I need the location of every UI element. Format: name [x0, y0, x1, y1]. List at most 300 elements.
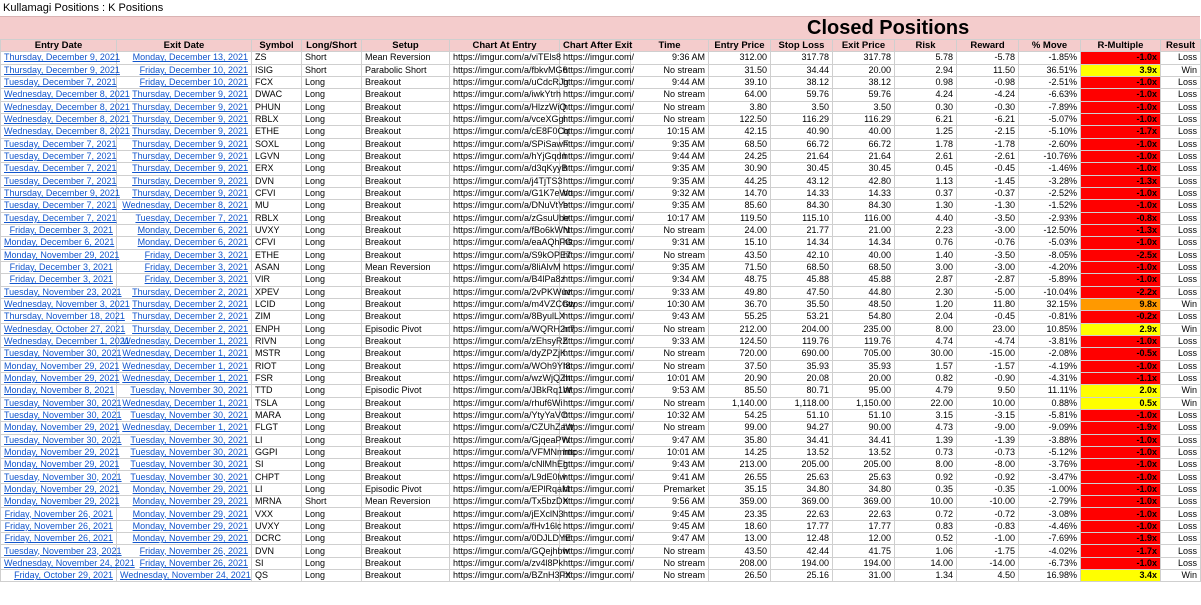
- cell-entry-date[interactable]: Wednesday, November 24, 2021: [1, 557, 117, 569]
- cell-chart-after-exit[interactable]: https://imgur.com/: [560, 101, 631, 113]
- cell-entry-date[interactable]: Tuesday, December 7, 2021: [1, 212, 117, 224]
- cell-r-multiple: -1.0x: [1081, 150, 1161, 162]
- cell-chart-at-entry[interactable]: https://imgur.com/a/WQRH2n7: [450, 323, 560, 335]
- cell-setup: Episodic Pivot: [362, 483, 450, 495]
- cell-chart-at-entry[interactable]: https://imgur.com/a/jEXclN3: [450, 508, 560, 520]
- cell-chart-after-exit[interactable]: https://imgur.com/: [560, 520, 631, 532]
- cell-chart-at-entry[interactable]: https://imgur.com/a/uCdcRJg: [450, 76, 560, 88]
- cell-symbol: MU: [252, 200, 302, 212]
- cell-chart-at-entry[interactable]: https://imgur.com/a/rhuf6Wi: [450, 397, 560, 409]
- cell-reward: -0.37: [957, 187, 1019, 199]
- cell-stop-loss: 1,118.00: [771, 397, 833, 409]
- cell-result: Loss: [1161, 459, 1201, 471]
- cell-entry-date[interactable]: Monday, November 29, 2021: [1, 360, 117, 372]
- cell-entry-date[interactable]: Tuesday, December 7, 2021: [1, 138, 117, 150]
- cell-exit-price: 194.00: [833, 557, 895, 569]
- cell-entry-date[interactable]: Tuesday, November 30, 2021: [1, 409, 117, 421]
- cell-entry-date[interactable]: Wednesday, December 1, 2021: [1, 335, 117, 347]
- cell-entry-date[interactable]: Friday, December 3, 2021: [1, 261, 117, 273]
- cell-chart-after-exit[interactable]: https://imgur.com/: [560, 459, 631, 471]
- column-header-r-multiple[interactable]: R-Multiple: [1081, 40, 1161, 52]
- cell-entry-date[interactable]: Monday, November 29, 2021: [1, 422, 117, 434]
- cell-exit-date[interactable]: Monday, November 29, 2021: [117, 533, 252, 545]
- cell-long-short: Long: [302, 348, 362, 360]
- cell-stop-loss: 17.77: [771, 520, 833, 532]
- cell-entry-date[interactable]: Thursday, December 9, 2021: [1, 52, 117, 64]
- cell-chart-after-exit[interactable]: https://imgur.com/: [560, 434, 631, 446]
- cell-reward: -3.50: [957, 212, 1019, 224]
- cell-exit-date[interactable]: Wednesday, December 1, 2021: [117, 360, 252, 372]
- cell-chart-after-exit[interactable]: https://imgur.com/: [560, 311, 631, 323]
- cell-exit-date[interactable]: Tuesday, November 30, 2021: [117, 434, 252, 446]
- cell-chart-at-entry[interactable]: https://imgur.com/a/vceXGgi: [450, 113, 560, 125]
- cell-setup: Breakout: [362, 471, 450, 483]
- cell-setup: Breakout: [362, 348, 450, 360]
- cell-result: Loss: [1161, 508, 1201, 520]
- cell-chart-after-exit[interactable]: https://imgur.com/: [560, 138, 631, 150]
- cell-exit-date[interactable]: Thursday, December 9, 2021: [117, 89, 252, 101]
- cell-time: 9:53 AM: [631, 385, 709, 397]
- cell-symbol: MARA: [252, 409, 302, 421]
- cell-setup: Episodic Pivot: [362, 385, 450, 397]
- cell-entry-date[interactable]: Thursday, December 9, 2021: [1, 187, 117, 199]
- cell-chart-after-exit[interactable]: https://imgur.com/: [560, 286, 631, 298]
- cell-symbol: VXX: [252, 508, 302, 520]
- cell-exit-price: 41.75: [833, 545, 895, 557]
- cell-long-short: Long: [302, 520, 362, 532]
- cell-time: 9:33 AM: [631, 335, 709, 347]
- cell-exit-date[interactable]: Monday, November 29, 2021: [117, 496, 252, 508]
- cell-exit-price: 317.78: [833, 52, 895, 64]
- cell-chart-at-entry[interactable]: https://imgur.com/a/m4VZCGw: [450, 298, 560, 310]
- cell-r-multiple: -1.0x: [1081, 101, 1161, 113]
- cell-entry-date[interactable]: Monday, November 29, 2021: [1, 249, 117, 261]
- cell-entry-date[interactable]: Wednesday, December 8, 2021: [1, 101, 117, 113]
- cell-exit-date[interactable]: Wednesday, December 1, 2021: [117, 397, 252, 409]
- cell-chart-after-exit[interactable]: https://imgur.com/: [560, 360, 631, 372]
- cell-entry-date[interactable]: Wednesday, October 27, 2021: [1, 323, 117, 335]
- cell-chart-at-entry[interactable]: https://imgur.com/a/zGsuUbe: [450, 212, 560, 224]
- column-header-exit-date[interactable]: Exit Date: [117, 40, 252, 52]
- table-row: [1, 64, 1201, 76]
- cell-chart-after-exit[interactable]: https://imgur.com/: [560, 150, 631, 162]
- cell-exit-date[interactable]: Monday, December 13, 2021: [117, 52, 252, 64]
- cell-chart-at-entry[interactable]: https://imgur.com/a/fHv16lc: [450, 520, 560, 532]
- cell-chart-after-exit[interactable]: https://imgur.com/: [560, 298, 631, 310]
- cell-chart-after-exit[interactable]: https://imgur.com/: [560, 323, 631, 335]
- cell-entry-date[interactable]: Tuesday, December 7, 2021: [1, 163, 117, 175]
- cell-chart-after-exit[interactable]: https://imgur.com/: [560, 508, 631, 520]
- cell-chart-after-exit[interactable]: https://imgur.com/: [560, 570, 631, 582]
- cell-exit-date[interactable]: Friday, November 26, 2021: [117, 557, 252, 569]
- cell-chart-after-exit[interactable]: https://imgur.com/: [560, 545, 631, 557]
- table-row: [1, 335, 1201, 347]
- cell-exit-date[interactable]: Monday, December 6, 2021: [117, 237, 252, 249]
- cell-entry-date[interactable]: Tuesday, November 30, 2021: [1, 434, 117, 446]
- cell-entry-date[interactable]: Tuesday, December 7, 2021: [1, 175, 117, 187]
- cell-exit-price: 14.33: [833, 187, 895, 199]
- cell-exit-date[interactable]: Monday, December 6, 2021: [117, 224, 252, 236]
- cell-chart-after-exit[interactable]: https://imgur.com/: [560, 52, 631, 64]
- cell-exit-date[interactable]: Tuesday, November 30, 2021: [117, 385, 252, 397]
- cell-chart-at-entry[interactable]: https://imgur.com/a/hYjGqdn: [450, 150, 560, 162]
- column-header-entry-date[interactable]: Entry Date: [1, 40, 117, 52]
- cell-chart-at-entry[interactable]: https://imgur.com/a/zv4l8Pk: [450, 557, 560, 569]
- cell-exit-date[interactable]: Tuesday, November 30, 2021: [117, 459, 252, 471]
- table-row: [1, 360, 1201, 372]
- cell-exit-date[interactable]: Friday, December 10, 2021: [117, 76, 252, 88]
- cell-entry-date[interactable]: Monday, November 29, 2021: [1, 496, 117, 508]
- column-header-result[interactable]: Result: [1161, 40, 1201, 52]
- cell-chart-at-entry[interactable]: https://imgur.com/a/GQejhbw: [450, 545, 560, 557]
- cell-entry-date[interactable]: Friday, November 26, 2021: [1, 508, 117, 520]
- table-row: [1, 237, 1201, 249]
- cell-result: Loss: [1161, 533, 1201, 545]
- cell-setup: Breakout: [362, 274, 450, 286]
- column-header-entry-price[interactable]: Entry Price: [709, 40, 771, 52]
- cell-pct-move: -2.93%: [1019, 212, 1081, 224]
- cell-entry-price: 49.80: [709, 286, 771, 298]
- cell-entry-price: 124.50: [709, 335, 771, 347]
- cell-chart-after-exit[interactable]: https://imgur.com/: [560, 335, 631, 347]
- cell-exit-price: 30.45: [833, 163, 895, 175]
- cell-symbol: TSLA: [252, 397, 302, 409]
- cell-stop-loss: 21.77: [771, 224, 833, 236]
- cell-stop-loss: 59.76: [771, 89, 833, 101]
- cell-setup: Breakout: [362, 298, 450, 310]
- cell-time: 10:30 AM: [631, 298, 709, 310]
- cell-chart-at-entry[interactable]: https://imgur.com/a/VFMNmmc: [450, 446, 560, 458]
- column-header-chart-after-exit[interactable]: Chart After Exit: [560, 40, 631, 52]
- cell-exit-date[interactable]: Wednesday, December 1, 2021: [117, 335, 252, 347]
- cell-chart-at-entry[interactable]: https://imgur.com/a/8liAlvM: [450, 261, 560, 273]
- cell-pct-move: -4.20%: [1019, 261, 1081, 273]
- cell-chart-at-entry[interactable]: https://imgur.com/a/WOh9YI8: [450, 360, 560, 372]
- column-header-long-short[interactable]: Long/Short: [302, 40, 362, 52]
- cell-exit-date[interactable]: Thursday, December 9, 2021: [117, 175, 252, 187]
- cell-entry-date[interactable]: Tuesday, December 7, 2021: [1, 150, 117, 162]
- cell-entry-date[interactable]: Tuesday, November 23, 2021: [1, 286, 117, 298]
- cell-chart-after-exit[interactable]: https://imgur.com/: [560, 496, 631, 508]
- cell-symbol: SI: [252, 459, 302, 471]
- cell-time: No stream: [631, 422, 709, 434]
- cell-chart-at-entry[interactable]: https://imgur.com/a/JBkRq1W: [450, 385, 560, 397]
- cell-entry-date[interactable]: Thursday, November 18, 2021: [1, 311, 117, 323]
- cell-exit-date[interactable]: Wednesday, December 1, 2021: [117, 348, 252, 360]
- cell-chart-after-exit[interactable]: https://imgur.com/: [560, 348, 631, 360]
- cell-exit-date[interactable]: Thursday, December 9, 2021: [117, 187, 252, 199]
- cell-exit-date[interactable]: Monday, November 29, 2021: [117, 520, 252, 532]
- cell-chart-at-entry[interactable]: https://imgur.com/a/cNlMhEg: [450, 459, 560, 471]
- cell-reward: -1.78: [957, 138, 1019, 150]
- cell-chart-after-exit[interactable]: https://imgur.com/: [560, 471, 631, 483]
- cell-pct-move: -2.79%: [1019, 496, 1081, 508]
- cell-exit-date[interactable]: Wednesday, November 24, 2021: [117, 570, 252, 582]
- cell-entry-date[interactable]: Friday, October 29, 2021: [1, 570, 117, 582]
- cell-risk: 2.23: [895, 224, 957, 236]
- cell-exit-date[interactable]: Wednesday, December 1, 2021: [117, 372, 252, 384]
- cell-entry-price: 122.50: [709, 113, 771, 125]
- column-header-time[interactable]: Time: [631, 40, 709, 52]
- cell-chart-at-entry[interactable]: https://imgur.com/a/EPlRqaM: [450, 483, 560, 495]
- cell-chart-after-exit[interactable]: https://imgur.com/: [560, 409, 631, 421]
- cell-chart-after-exit[interactable]: https://imgur.com/: [560, 113, 631, 125]
- cell-chart-at-entry[interactable]: https://imgur.com/a/j4TjTS3: [450, 175, 560, 187]
- cell-exit-date[interactable]: Thursday, December 2, 2021: [117, 298, 252, 310]
- cell-exit-date[interactable]: Friday, December 3, 2021: [117, 261, 252, 273]
- cell-chart-after-exit[interactable]: https://imgur.com/: [560, 422, 631, 434]
- cell-entry-date[interactable]: Friday, December 3, 2021: [1, 274, 117, 286]
- cell-exit-price: 31.00: [833, 570, 895, 582]
- cell-chart-after-exit[interactable]: https://imgur.com/: [560, 397, 631, 409]
- table-row: [1, 249, 1201, 261]
- cell-result: Loss: [1161, 89, 1201, 101]
- cell-chart-after-exit[interactable]: https://imgur.com/: [560, 372, 631, 384]
- cell-pct-move: -12.50%: [1019, 224, 1081, 236]
- cell-symbol: RBLX: [252, 212, 302, 224]
- cell-chart-after-exit[interactable]: https://imgur.com/: [560, 126, 631, 138]
- cell-stop-loss: 14.34: [771, 237, 833, 249]
- cell-entry-date[interactable]: Tuesday, November 30, 2021: [1, 471, 117, 483]
- cell-reward: -1.30: [957, 200, 1019, 212]
- cell-symbol: ERX: [252, 163, 302, 175]
- cell-chart-at-entry[interactable]: https://imgur.com/a/L9dE0lw: [450, 471, 560, 483]
- cell-r-multiple: -1.3x: [1081, 175, 1161, 187]
- cell-pct-move: 10.85%: [1019, 323, 1081, 335]
- cell-entry-date[interactable]: Monday, November 29, 2021: [1, 459, 117, 471]
- cell-entry-date[interactable]: Monday, November 8, 2021: [1, 385, 117, 397]
- cell-r-multiple: -1.0x: [1081, 471, 1161, 483]
- cell-chart-at-entry[interactable]: https://imgur.com/a/zEhsyRZ: [450, 335, 560, 347]
- cell-exit-date[interactable]: Thursday, December 2, 2021: [117, 323, 252, 335]
- cell-exit-date[interactable]: Friday, November 26, 2021: [117, 545, 252, 557]
- cell-exit-price: 20.00: [833, 64, 895, 76]
- cell-exit-date[interactable]: Friday, December 10, 2021: [117, 64, 252, 76]
- cell-time: 9:43 AM: [631, 459, 709, 471]
- cell-time: No stream: [631, 360, 709, 372]
- cell-exit-date[interactable]: Thursday, December 9, 2021: [117, 126, 252, 138]
- cell-risk: 1.25: [895, 126, 957, 138]
- cell-chart-after-exit[interactable]: https://imgur.com/: [560, 533, 631, 545]
- cell-r-multiple: -1.0x: [1081, 113, 1161, 125]
- cell-exit-date[interactable]: Monday, November 29, 2021: [117, 508, 252, 520]
- cell-chart-at-entry[interactable]: https://imgur.com/a/d3qKyyB: [450, 163, 560, 175]
- cell-entry-date[interactable]: Tuesday, December 7, 2021: [1, 200, 117, 212]
- cell-entry-date[interactable]: Wednesday, December 8, 2021: [1, 89, 117, 101]
- cell-exit-price: 22.63: [833, 508, 895, 520]
- cell-time: 10:17 AM: [631, 212, 709, 224]
- cell-reward: -9.00: [957, 422, 1019, 434]
- cell-chart-at-entry[interactable]: https://imgur.com/a/YtyYaVO: [450, 409, 560, 421]
- cell-entry-date[interactable]: Monday, November 29, 2021: [1, 372, 117, 384]
- column-header-stop-loss[interactable]: Stop Loss: [771, 40, 833, 52]
- cell-chart-after-exit[interactable]: https://imgur.com/: [560, 483, 631, 495]
- table-row: [1, 471, 1201, 483]
- cell-chart-after-exit[interactable]: https://imgur.com/: [560, 187, 631, 199]
- cell-pct-move: -1.00%: [1019, 483, 1081, 495]
- cell-chart-after-exit[interactable]: https://imgur.com/: [560, 175, 631, 187]
- sheet-header-band: [0, 16, 1200, 39]
- cell-r-multiple: -1.0x: [1081, 520, 1161, 532]
- column-header-reward[interactable]: Reward: [957, 40, 1019, 52]
- cell-stop-loss: 116.29: [771, 113, 833, 125]
- cell-chart-after-exit[interactable]: https://imgur.com/: [560, 261, 631, 273]
- cell-reward: -3.50: [957, 249, 1019, 261]
- cell-chart-after-exit[interactable]: https://imgur.com/: [560, 224, 631, 236]
- cell-entry-date[interactable]: Tuesday, November 23, 2021: [1, 545, 117, 557]
- cell-entry-date[interactable]: Monday, November 29, 2021: [1, 483, 117, 495]
- cell-entry-date[interactable]: Tuesday, November 30, 2021: [1, 348, 117, 360]
- cell-chart-at-entry[interactable]: https://imgur.com/a/DNuVtYe: [450, 200, 560, 212]
- cell-time: No stream: [631, 113, 709, 125]
- cell-time: 9:44 AM: [631, 150, 709, 162]
- table-row: [1, 150, 1201, 162]
- cell-chart-after-exit[interactable]: https://imgur.com/: [560, 446, 631, 458]
- cell-symbol: MSTR: [252, 348, 302, 360]
- cell-exit-date[interactable]: Friday, December 3, 2021: [117, 274, 252, 286]
- cell-chart-at-entry[interactable]: https://imgur.com/a/CZUhZaW: [450, 422, 560, 434]
- cell-stop-loss: 80.71: [771, 385, 833, 397]
- cell-pct-move: -1.52%: [1019, 200, 1081, 212]
- cell-chart-after-exit[interactable]: https://imgur.com/: [560, 557, 631, 569]
- cell-chart-at-entry[interactable]: https://imgur.com/a/wzWjQZh: [450, 372, 560, 384]
- cell-time: 9:33 AM: [631, 286, 709, 298]
- cell-chart-at-entry[interactable]: https://imgur.com/a/eaAQhFG: [450, 237, 560, 249]
- cell-chart-at-entry[interactable]: https://imgur.com/a/SPiSawF: [450, 138, 560, 150]
- cell-exit-price: 14.34: [833, 237, 895, 249]
- cell-risk: 3.15: [895, 409, 957, 421]
- column-header-exit-price[interactable]: Exit Price: [833, 40, 895, 52]
- cell-chart-at-entry[interactable]: https://imgur.com/a/HlzzWiQ: [450, 101, 560, 113]
- cell-exit-price: 705.00: [833, 348, 895, 360]
- cell-chart-at-entry[interactable]: https://imgur.com/a/viTEls8: [450, 52, 560, 64]
- cell-pct-move: 32.15%: [1019, 298, 1081, 310]
- cell-chart-at-entry[interactable]: https://imgur.com/a/dyZPZjK: [450, 348, 560, 360]
- table-row: [1, 520, 1201, 532]
- cell-exit-date[interactable]: Thursday, December 9, 2021: [117, 150, 252, 162]
- cell-stop-loss: 43.12: [771, 175, 833, 187]
- cell-risk: 2.61: [895, 150, 957, 162]
- cell-risk: 1.78: [895, 138, 957, 150]
- cell-symbol: DCRC: [252, 533, 302, 545]
- cell-stop-loss: 13.52: [771, 446, 833, 458]
- cell-time: 9:43 AM: [631, 311, 709, 323]
- cell-reward: 23.00: [957, 323, 1019, 335]
- cell-long-short: Long: [302, 261, 362, 273]
- cell-chart-at-entry[interactable]: https://imgur.com/a/fBo6kWN: [450, 224, 560, 236]
- cell-chart-after-exit[interactable]: https://imgur.com/: [560, 163, 631, 175]
- cell-stop-loss: 51.10: [771, 409, 833, 421]
- cell-stop-loss: 21.64: [771, 150, 833, 162]
- cell-chart-at-entry[interactable]: https://imgur.com/a/2vPKWuv: [450, 286, 560, 298]
- cell-exit-date[interactable]: Thursday, December 2, 2021: [117, 286, 252, 298]
- table-row: [1, 483, 1201, 495]
- cell-stop-loss: 205.00: [771, 459, 833, 471]
- cell-chart-after-exit[interactable]: https://imgur.com/: [560, 200, 631, 212]
- cell-reward: -3.00: [957, 224, 1019, 236]
- cell-chart-after-exit[interactable]: https://imgur.com/: [560, 237, 631, 249]
- cell-symbol: FCX: [252, 76, 302, 88]
- cell-chart-at-entry[interactable]: https://imgur.com/a/S9kOPE7: [450, 249, 560, 261]
- cell-chart-after-exit[interactable]: https://imgur.com/: [560, 385, 631, 397]
- cell-entry-date[interactable]: Tuesday, November 30, 2021: [1, 397, 117, 409]
- cell-chart-after-exit[interactable]: https://imgur.com/: [560, 274, 631, 286]
- cell-pct-move: 16.98%: [1019, 570, 1081, 582]
- cell-exit-date[interactable]: Tuesday, December 7, 2021: [117, 212, 252, 224]
- cell-chart-at-entry[interactable]: https://imgur.com/a/8ByulLX: [450, 311, 560, 323]
- cell-result: Loss: [1161, 261, 1201, 273]
- column-header-setup[interactable]: Setup: [362, 40, 450, 52]
- cell-entry-date[interactable]: Wednesday, December 8, 2021: [1, 126, 117, 138]
- cell-entry-date[interactable]: Friday, December 3, 2021: [1, 224, 117, 236]
- cell-entry-date[interactable]: Monday, November 29, 2021: [1, 446, 117, 458]
- cell-chart-at-entry[interactable]: https://imgur.com/a/iwkYtrh: [450, 89, 560, 101]
- cell-entry-date[interactable]: Thursday, December 9, 2021: [1, 64, 117, 76]
- cell-reward: -0.45: [957, 163, 1019, 175]
- cell-chart-after-exit[interactable]: https://imgur.com/: [560, 64, 631, 76]
- cell-chart-at-entry[interactable]: https://imgur.com/a/fbkvMG6: [450, 64, 560, 76]
- cell-exit-price: 44.80: [833, 286, 895, 298]
- cell-entry-date[interactable]: Monday, December 6, 2021: [1, 237, 117, 249]
- cell-exit-date[interactable]: Monday, November 29, 2021: [117, 483, 252, 495]
- cell-pct-move: -1.85%: [1019, 52, 1081, 64]
- cell-result: Loss: [1161, 471, 1201, 483]
- column-header-symbol[interactable]: Symbol: [252, 40, 302, 52]
- cell-exit-date[interactable]: Tuesday, November 30, 2021: [117, 446, 252, 458]
- cell-entry-date[interactable]: Tuesday, December 7, 2021: [1, 76, 117, 88]
- cell-exit-date[interactable]: Friday, December 3, 2021: [117, 249, 252, 261]
- cell-chart-at-entry[interactable]: https://imgur.com/a/BZnH3FX: [450, 570, 560, 582]
- cell-chart-at-entry[interactable]: https://imgur.com/a/cE8F0Cq: [450, 126, 560, 138]
- cell-chart-after-exit[interactable]: https://imgur.com/: [560, 249, 631, 261]
- cell-exit-date[interactable]: Thursday, December 9, 2021: [117, 163, 252, 175]
- cell-exit-date[interactable]: Tuesday, November 30, 2021: [117, 409, 252, 421]
- cell-exit-date[interactable]: Wednesday, December 1, 2021: [117, 422, 252, 434]
- cell-chart-at-entry[interactable]: https://imgur.com/a/Tx5bzDX: [450, 496, 560, 508]
- cell-time: 9:35 AM: [631, 175, 709, 187]
- column-header-chart-at-entry[interactable]: Chart At Entry: [450, 40, 560, 52]
- cell-entry-date[interactable]: Friday, November 26, 2021: [1, 533, 117, 545]
- cell-pct-move: 36.51%: [1019, 64, 1081, 76]
- cell-exit-date[interactable]: Tuesday, November 30, 2021: [117, 471, 252, 483]
- cell-chart-at-entry[interactable]: https://imgur.com/a/0DJLDYE: [450, 533, 560, 545]
- cell-entry-date[interactable]: Wednesday, November 3, 2021: [1, 298, 117, 310]
- cell-chart-at-entry[interactable]: https://imgur.com/a/B4lPa8z: [450, 274, 560, 286]
- column-header-pct-move[interactable]: % Move: [1019, 40, 1081, 52]
- cell-pct-move: -5.12%: [1019, 446, 1081, 458]
- cell-chart-after-exit[interactable]: https://imgur.com/: [560, 212, 631, 224]
- cell-exit-date[interactable]: Thursday, December 9, 2021: [117, 138, 252, 150]
- cell-result: Win: [1161, 570, 1201, 582]
- cell-exit-price: 25.63: [833, 471, 895, 483]
- cell-entry-date[interactable]: Wednesday, December 8, 2021: [1, 113, 117, 125]
- cell-exit-date[interactable]: Thursday, December 9, 2021: [117, 113, 252, 125]
- cell-exit-date[interactable]: Thursday, December 2, 2021: [117, 311, 252, 323]
- table-row: [1, 311, 1201, 323]
- table-row: [1, 187, 1201, 199]
- cell-exit-date[interactable]: Thursday, December 9, 2021: [117, 101, 252, 113]
- cell-entry-date[interactable]: Friday, November 26, 2021: [1, 520, 117, 532]
- cell-chart-after-exit[interactable]: https://imgur.com/: [560, 76, 631, 88]
- cell-symbol: DVN: [252, 545, 302, 557]
- cell-chart-at-entry[interactable]: https://imgur.com/a/G1K7eWo: [450, 187, 560, 199]
- cell-r-multiple: -2.2x: [1081, 286, 1161, 298]
- cell-chart-at-entry[interactable]: https://imgur.com/a/GjqeaPW: [450, 434, 560, 446]
- cell-exit-date[interactable]: Wednesday, December 8, 2021: [117, 200, 252, 212]
- cell-exit-price: 90.00: [833, 422, 895, 434]
- cell-chart-after-exit[interactable]: https://imgur.com/: [560, 89, 631, 101]
- column-header-risk[interactable]: Risk: [895, 40, 957, 52]
